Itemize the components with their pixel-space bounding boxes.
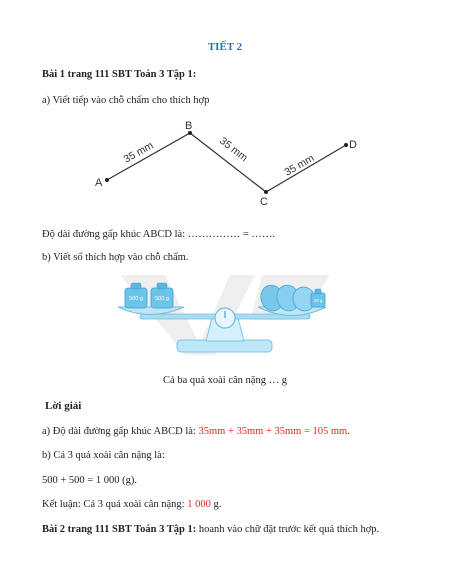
bai1-heading: Bài 1 trang 111 SBT Toán 3 Tập 1: [42,69,197,80]
page-title: TIẾT 2 [207,41,243,53]
part-b-prompt: b) Viết số thích hợp vào chỗ chấm. [42,252,189,263]
label-d: D [349,139,357,151]
scale-caption: Cả ba quả xoài cân nặng … g [163,375,287,386]
right-weight-label: 20 g [313,298,323,303]
left-weight-2-label: 500 g [155,296,169,302]
scale-dial [215,308,235,328]
conclusion-suffix: g. [210,499,222,510]
left-weight-1-label: 500 g [129,296,143,302]
segment-ab-label: 35 mm [121,139,156,166]
part-a-prompt: a) Viết tiếp vào chỗ chấm cho thích hợp [42,95,210,106]
bai2-line [42,523,379,536]
conclusion [42,498,221,511]
conclusion-prefix: Kết luận: Cả 3 quả xoài cân nặng: [42,499,188,510]
solution-a-answer: 35mm + 35mm + 35mm = 105 mm [198,426,348,437]
label-b: B [185,120,193,132]
solution-b-calc: 500 + 500 = 1 000 (g). [42,475,137,486]
label-c: C [260,196,268,208]
segment-bc-label: 35 mm [217,134,250,165]
solution-a-suffix: . [347,426,350,437]
segment-cd-label: 35 mm [282,152,317,179]
solution-heading: Lời giải [45,400,82,412]
bai2-text: hoanh vào chữ đặt trước kết quả thích hợp. [196,524,380,535]
solution-b-line1: b) Cả 3 quả xoài cân nặng là: [42,450,165,461]
label-a: A [95,177,103,189]
conclusion-answer: 1 000 [187,499,211,510]
bai2-heading: Bài 2 trang 111 SBT Toán 3 Tập 1: [42,524,197,535]
solution-a-prefix: a) Độ dài đường gấp khúc ABCD là: [42,426,199,437]
length-blank: Độ dài đường gấp khúc ABCD là: …………… = ……. [42,229,275,240]
solution-a [42,425,350,438]
